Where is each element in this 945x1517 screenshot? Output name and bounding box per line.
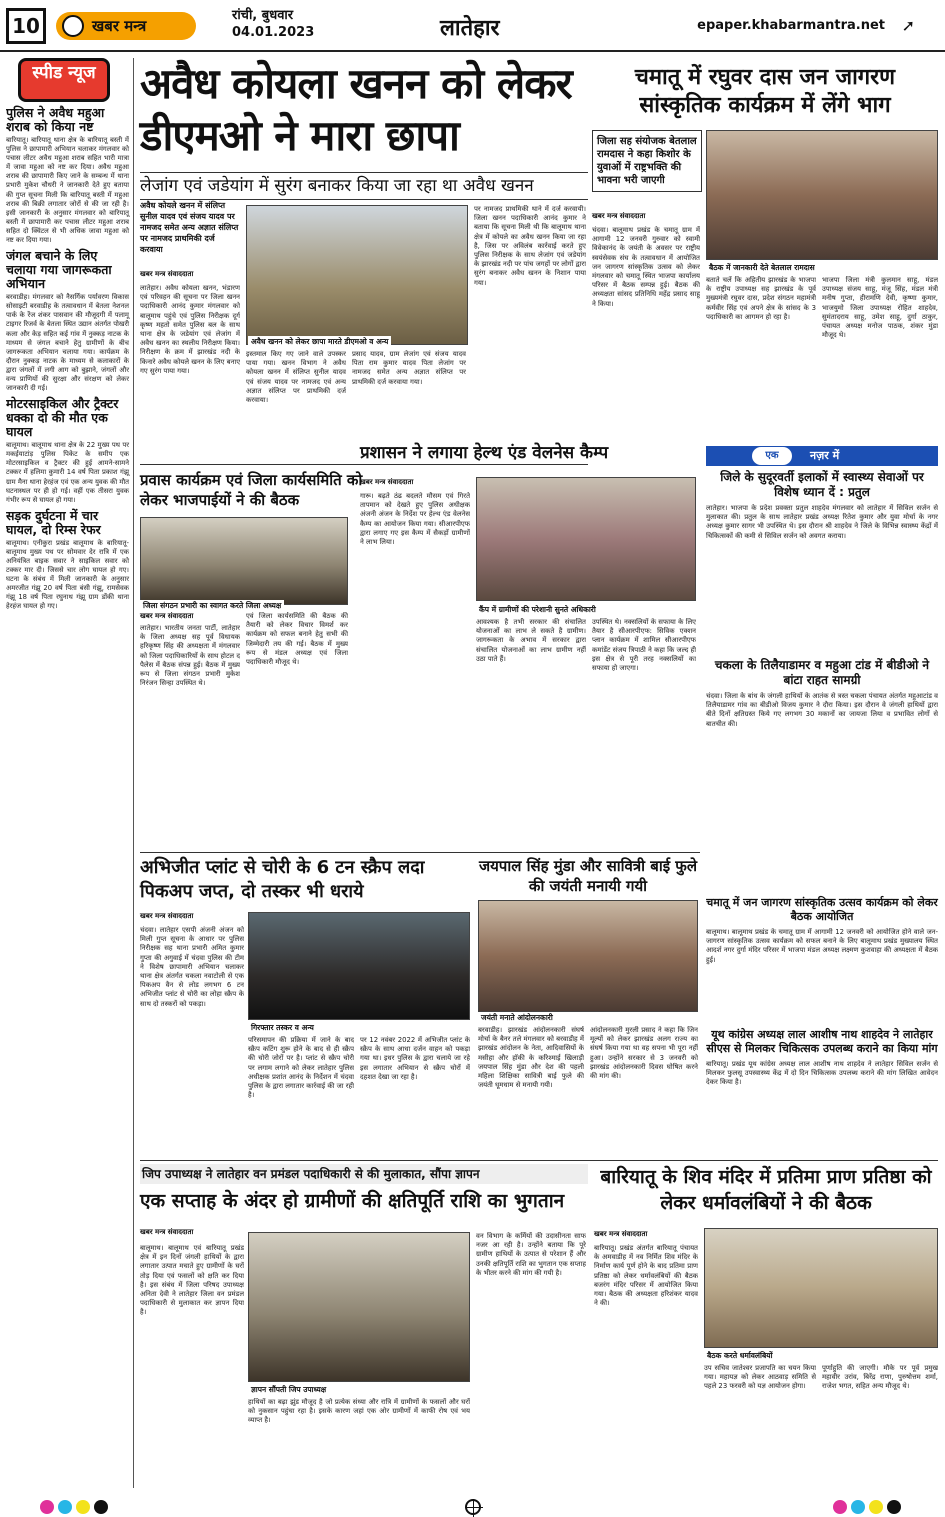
health-camp-caption: कैंप में ग्रामीणों की परेशानी सुनते अधिकारी — [476, 604, 599, 616]
bhajpa-byline: खबर मन्त्र संवाददाता — [140, 612, 194, 620]
cyan-dot-icon — [58, 1500, 72, 1514]
temple-caption: बैठक करते धर्मावलंबियों — [704, 1350, 776, 1362]
health-camp-byline: खबर मन्त्र संवाददाता — [360, 478, 414, 486]
theft-caption: गिरफ्तार तस्कर व अन्य — [248, 1022, 317, 1034]
chamatu-caption: बैठक में जानकारी देते बेतलाल रामदास — [706, 262, 818, 274]
jan-jagran-body: बालूमाथ। बालूमाथ प्रखंड के चमातू ग्राम में आगामी 12 जनवरी को आयोजित होने वाले जन-जागरण सांस्कृतिक उत्सव कार्यक्रम को सफल बनाने के लिए बालूमाथ प्रखंड मुख्यालय स्थित आदर्श नगर दुर्गा मंदिर परिसर में भाजपा मंडल अध्यक्ष लक्ष्मण कुशवाहा की अध्यक्षता में बैठक हुई। — [706, 928, 938, 964]
temple-body-col1: बारियातू। प्रखंड अंतर्गत बारियातू पंचायत के अमवाडीह में नव निर्मित शिव मंदिर के निर्माण कार्य पूर्ण होने के बाद प्रतिमा प्राण प्रतिष्ठा को लेकर धर्मावलंबियों की बैठक बजरंग मंदिर परिसर में आयोजित किया गया। बैठक की अध्यक्षता हरिशंकर यादव ने की। — [594, 1244, 698, 1308]
lead-byline: खबर मन्त्र संवाददाता — [140, 270, 194, 278]
chakla-headline: चकला के तिलैयाडामर व महुआ टांड में बीडीओ ने बांटा राहत सामग्री — [714, 658, 930, 687]
forest-caption: ज्ञापन सौंपती जिप उपाध्यक्ष — [248, 1384, 329, 1396]
bhajpa-headline: प्रवास कार्यक्रम एवं जिला कार्यसमिति को लेकर भाजपाईयों ने की बैठक — [140, 471, 363, 509]
youth-congress-body: बारियातू। प्रखंड यूथ कांग्रेस अध्यक्ष लाल आशीष नाथ शाहदेव ने लातेहार सिविल सर्जन से मिलकर फुलसू उपस्वास्थ्य केंद्र में दो दिन चिकित्सक उपलब्ध कराने की मांग लिखित आवेदन देकर किया है। — [706, 1060, 938, 1087]
jaipal-photo — [478, 900, 698, 1012]
page-number: 10 — [6, 8, 46, 44]
lead-body-col1: लातेहार। अवैध कोयला खनन, भंडारण एवं परिवहन की सूचना पर जिला खनन पदाधिकारी आनंद कुमार मंगलवार को बालूमाथ पहुंचे एवं पुलिस निरीक्षक दूर्ग कृष्ण महतो समेत पुलिस बल के साथ थाना क्षेत्र के जडेयांग एवं लेजांग में अवैध खनन का स्थलीय निरीक्षण किया। निरीक्षण के क्रम में झारखंड नदी के किनारे अवैध कोयले खनन के लिए बनाए गए सुरंग पाया गया। — [140, 284, 240, 375]
temple-body-col2: उप सचिव जातेश्वर प्रजापति का चयन किया गया। महायज्ञ को लेकर आठवाड़ समिति से पहले 23 फरवरी को यज्ञ आयोजन होगा। — [704, 1364, 816, 1391]
jan-jagran-headline: चमातू में जन जागरण सांस्कृतिक उत्सव कार्यक्रम को लेकर बैठक आयोजित — [706, 896, 938, 923]
jaipal-body-col2: आंदोलनकारी मुरली प्रसाद ने कहा कि जिन मूल्यों को लेकर झारखंड अलग राज्य का संघर्ष किया गया था वह सपना भी पूरा नहीं हुआ। उन्होंने सरकार से 3 जनवरी को झारखंड आंदोलनकारी दिवस घोषित करने की मांग की। — [590, 1026, 698, 1081]
chamatu-body-col3: भाजपा जिला मंत्री कुलमान साहू, मंडल उपाध्यक्ष संजय साहू, मंजू सिंह, मंडल मंत्री मनीष गुप्ता, हीरामणि देवी, कृष्णा कुमार, भाजयुमो जिला उपाध्यक्ष रोहित शाहदेव, सुमंतादराय साहू, उमेश साहू, दुर्गा ठाकुर, पंचायत अध्यक्ष मनोज पाठक, शंकर मुंडा मौजूद थे। — [822, 276, 938, 340]
magenta-dot-icon — [833, 1500, 847, 1514]
left-story-headline: मोटरसाइकिल और ट्रैक्टर धक्का दो की मौत एक घायल — [6, 396, 119, 440]
health-camp-headline: प्रशासन ने लगाया हेल्थ एंड वेलनेस कैम्प — [360, 443, 609, 463]
theft-body-col3: पर 12 नवंबर 2022 में अभिजीत प्लांट के स्क्रैप के साथ आधा दर्जन वाहन को पकड़ा गया था। इधर पुलिस के द्वारा चलाये जा रहे इस लगातार अभियान से स्क्रैप चोरों में दहशत देखा जा रहा है। — [360, 1036, 470, 1081]
black-dot-icon — [94, 1500, 108, 1514]
lead-body-col4: पर नामजद प्राथमिकी थाने में दर्ज करवायी। जिला खनन पदाधिकारी आनंद कुमार ने बताया कि सूचना मिली थी कि बालूमाथ थाना क्षेत्र में कोयले का अवैध खनन किया जा रहा है, जिस पर अविलंब कार्रवाई करते हुए पुलिस निरीक्षक के साथ लेजांग एवं जडेयांग के झारखंड नदी पर पांच जगहों पर लोगों द्वारा सुरंग बनाकर अवैध खनन के निशान पाया गया। — [474, 205, 586, 287]
chamatu-byline: खबर मन्त्र संवाददाता — [592, 212, 646, 220]
bhajpa-body-col2: एवं जिला कार्यसमिति की बैठक की तैयारी को लेकर विचार विमर्श कर कार्यक्रम को सफल बनाने हेतु सभी की जिम्मेदारी तय की गई। बैठक में मुख्य रूप से मंडल अध्यक्ष एवं जिला पदाधिकारी मौजूद थे। — [246, 612, 348, 667]
jaipal-body-col1: बरवाडीह। झारखंड आंदोलनकारी संघर्ष मोर्चा के बैनर तले मंगलवार को बरवाडीह में झारखंड आंदोलन के नेता, आदिवासियों के मसीहा और हॉकी के करिश्माई खिलाड़ी जयपाल सिंह मुंडा और देश की पहली महिला शिक्षिका सावित्री बाई फुले की जयंती धूमधाम से मनायी गयी। — [478, 1026, 584, 1090]
chamatu-pullquote: जिला सह संयोजक बेतलाल रामदास ने कहा किशोर के युवाओं में राष्ट्रभक्ति की भावना भरी जाएगी — [592, 130, 702, 192]
left-story-headline: पुलिस ने अवैध महुआ शराब को किया नष्ट — [6, 105, 105, 134]
temple-headline: बारियातू के शिव मंदिर में प्रतिमा प्राण प्रतिष्ठा को लेकर धर्मावलंबियों ने की बैठक — [600, 1166, 932, 1214]
bhajpa-caption: जिला संगठन प्रभारी का स्वागत करते जिला अध्यक्ष — [140, 600, 284, 612]
theft-byline: खबर मन्त्र संवाददाता — [140, 912, 194, 920]
health-camp-body-col1: गारू। बढ़ते ठंढ बदलते मौसम एवं गिरते तापमान को देखते हुए पुलिस अधीक्षक अंजनी अंजन के निर्देश पर हेल्थ एंड वेलनेस कैम्प का आयोजन किया गया। सीआरपीएफ द्वारा लगाए गए इस कैम्प में सैकड़ों ग्रामीणों ने लाभ लिया। — [360, 492, 470, 547]
forest-body-col1: बालूमाथ। बालूमाथ एवं बारियातू प्रखंड क्षेत्र में इन दिनों जंगली हाथियों के द्वारा लगातार उत्पात मचाते हुए ग्रामीणों के घरों तोड़ दिया एवं फसलों को क्षति कर दिया है। इस संबंध में जिला परिषद उपाध्यक्ष अनिता देवी ने लातेहार जिला वन प्रमंडल पदाधिकारी से मुलाकात कर ज्ञापन दिया है। — [140, 1244, 244, 1317]
chamatu-body-col1: चंदवा। बालूमाथ प्रखंड के चमातू ग्राम में आगामी 12 जनवरी गुरुवार को स्वामी विवेकानंद के जयंती के अवसर पर राष्ट्रीय स्वयंसेवक संघ के तत्वावधान में आयोजित जन जागरण सांस्कृतिक उत्सव को लेकर मंगलवार को चमातू स्थित भाजपा कार्यालय परिसर में बैठक सम्पन्न हुई। बैठक की अध्यक्षता सांसद प्रतिनिधि महेंद्र प्रसाद साहू ने किया। — [592, 226, 700, 308]
theft-headline: अभिजीत प्लांट से चोरी के 6 टन स्क्रैप लदा पिकअप जप्त, दो तस्कर भी धराये — [140, 857, 425, 902]
jaipal-headline: जयपाल सिंह मुंडा और सावित्री बाई फुले की जयंती मनायी गयी — [478, 857, 698, 895]
cyan-dot-icon — [851, 1500, 865, 1514]
lead-body-col2: इस्तमाल किए गए जाने वाले उपस्कर पाया गया। खनन विभाग ने अवैध कोयला खनन में संलिप्त सुनील यादव एवं संजय यादव पर नामजद एवं अन्य अज्ञात संलिप्त पर प्राथमिकी दर्ज करवाया। — [246, 350, 346, 405]
site-url[interactable]: epaper.khabarmantra.net — [697, 18, 885, 33]
cursor-icon: ➚ — [901, 16, 915, 35]
temple-byline: खबर मन्त्र संवाददाता — [594, 1230, 648, 1238]
divider — [140, 1160, 938, 1161]
forest-kicker: जिप उपाध्यक्ष ने लातेहार वन प्रमंडल पदाधिकारी से की मुलाकात, सौंपा ज्ञापन — [140, 1164, 588, 1184]
health-camp-photo — [476, 477, 696, 601]
print-registration-strip — [0, 1496, 945, 1517]
color-swatch-left — [40, 1500, 112, 1514]
yellow-dot-icon — [76, 1500, 90, 1514]
black-dot-icon — [887, 1500, 901, 1514]
section-title: लातेहार — [440, 16, 500, 41]
chamatu-headline: चमातू में रघुवर दास जन जागरण सांस्कृतिक कार्यक्रम में लेंगे भाग — [634, 65, 896, 118]
health-camp-body-col3: उपस्थित थे। नक्सलियों के सफाया के लिए तैयार है सीआरपीएफ: सिविक एक्शन प्लान कार्यक्रम में शामिल सीआरपीएफ कमांडेंट संजय त्रिपाठी ने कहा कि जल्द ही इस क्षेत्र से पूरी तरह नक्सलियों का सफाया हो जाएगा। — [592, 618, 696, 673]
ek-label: एक — [752, 447, 792, 465]
left-story-body: बारियातू। बारियातू थाना क्षेत्र के बारियातू बस्ती में पुलिस ने छापामारी अभियान चलाकर मंगलवार को पचास लीटर अवैध महुआ शराब सहित भारी मात्रा में जावा महुआ को नष्ट कर दिया। अवैध महुआ शराब की छापामारी किए जाने के सम्बन्ध में थाना प्रभारी मुकेश चौधरी ने जानकारी देते हुए बताया की गुप्त सूचना मिली कि बारियातू बस्ती में महुआ शराब की बिक्री लगातार जोरों से की जा रही है। इसी जानकारी के अनुसार मंगलवार को बारियातू बस्ती में छापामारी कर पचास लीटर महुआ शराब सहित दो क्विंटल से भी अधिक जावा महुआ को नष्ट कर दिया गया। — [6, 136, 129, 245]
forest-headline: एक सप्ताह के अंदर हो ग्रामीणों की क्षतिपूर्ति राशि का भुगतान — [140, 1190, 565, 1212]
left-story-body: बालूमाथ। बालूमाथ थाना क्षेत्र के 22 मुख्य पथ पर मकईयाटांड़ पुलिस पिकेट के समीप एक मोटरसाइकिल व ट्रैक्टर की हुई आमने-सामने टक्कर में हलिमा कुमारी 14 वर्ष पिता प्रकाश गंझू ग्राम मैना थाना हेरहंज एवं एक अन्य युवक की मौत घटनास्थल पर ही हो गई। वहीं एक तीसरा युवक गंभीर रूप से घायल हो गया। — [6, 441, 129, 504]
left-story-body: बरवाडीह। मंगलवार को नैसर्गिक पर्यावरण विकास सोसाइटी बरवाडीह के तत्वावधान में बेतला नेशनल पार्क के रेंज शंकर पासवान की मौजूदगी में पलामू टाइगर रिजर्व के बेतला स्थित उद्यान अंतर्गत पोखरी कला और केड़ सहित कई गांव में नुक्कड़ नाटक के माध्यम से जंगल बचाने हेतु ग्रामीणों के बीच जागरूकता अभियान चलाया गया। कार्यक्रम के दौरान नुक्कड़ नाटक के माध्यम से कलाकारों के द्वारा जंगलों में लगी आग को बुझाने, जंगलों और वन्य प्राणियों की सुरक्षा और संरक्षण को लेकर जानकारी दी गई। — [6, 293, 129, 393]
date-value: 04.01.2023 — [232, 25, 315, 40]
zila-headline: जिले के सुदूरवर्ती इलाकों में स्वास्थ्य सेवाओं पर विशेष ध्यान दें : प्रतुल — [720, 470, 924, 499]
lead-headline: अवैध कोयला खनन को लेकर डीएमओ ने मारा छापा — [140, 59, 572, 160]
speed-news-column — [6, 58, 134, 1488]
lead-body-col3: प्रसाद यादव, ग्राम लेजांग एवं संजय यादव पिता राम कुमार यादव पिता लेजांग पर नामजद समेत अन्य अज्ञात संलिप्त पर प्राथमिकी दर्ज करवाया गया। — [352, 350, 466, 386]
theft-body-col1: चंदवा। लातेहार एसपी अंजनी अंजन को मिली गुप्त सूचना के आधार पर पुलिस निरीक्षक सह थाना प्रभारी अमित कुमार गुप्ता की अगुवाई में चंदवा पुलिस की टीम ने विशेष छापामारी अभियान चलाकर थाना क्षेत्र अंतर्गत चकला नवाटोली से एक पिकअप वैन से लोड लगभग 6 टन अभिजीत प्लांट से चोरी का लोहा स्क्रैप के साथ दो तस्करों को पकड़ा। — [140, 926, 244, 1008]
dateline — [232, 7, 314, 41]
divider — [140, 464, 588, 465]
health-camp-body-col2: आवश्यक है तभी सरकार की संचालित योजनाओं का लाभ ले सकते है ग्रामीण। जागरूकता के अभाव में सरकार द्वारा संचालित योजनाओं का लाभ ग्रामीण नहीं उठा पाते हैं। — [476, 618, 586, 663]
ek-nazar-banner: नज़र में — [706, 446, 938, 466]
lead-photo — [246, 205, 468, 345]
divider — [140, 852, 700, 853]
bhajpa-body-col1: लातेहार। भारतीय जनता पार्टी, लातेहार के जिला अध्यक्ष सह पूर्व विधायक हरिकृष्ण सिंह की अध्यक्षता में मंगलवार को जिला पदाधिकारियों के साथ होटल द पैलेस में बैठक संपन्न हुई। बैठक में मुख्य रूप से जिला संगठन प्रभारी मुकेश निरंजन सिन्हा उपस्थित थे। — [140, 624, 240, 688]
magenta-dot-icon — [40, 1500, 54, 1514]
forest-byline: खबर मन्त्र संवाददाता — [140, 1228, 194, 1236]
speed-news-logo: स्पीड न्यूज — [18, 58, 110, 102]
forest-body-col2: वन विभाग के कर्मियों की उदासीनता साफ नजर आ रही है। उन्होंने बताया कि पूरे ग्रामीण हाथियों के उत्पात से परेशान हैं और उनकी क्षतिपूर्ति राशि का भुगतान एक सप्ताह के भीतर करने की मांग की गयी है। — [476, 1232, 586, 1277]
theft-photo — [248, 912, 470, 1020]
chamatu-body-col2: बताते चलें कि अहितीय झारखंड के भाजपा के राष्ट्रीय उपाध्यक्ष सह झारखंड के पूर्व मुख्यमंत्री रघुवर दास, प्रदेश संगठन महामंत्री कर्मवीर सिंह एवं अपने क्षेत्र के सांसद के 3 पदाधिकारी का आगमन हो रहा है। — [706, 276, 816, 321]
lead-photo-caption: अवैध खनन को लेकर छापा मारते डीएमओ व अन्य — [248, 336, 391, 348]
brand-name: खबर मन्त्र — [92, 17, 147, 35]
lead-subhead: लेजांग एवं जडेयांग में सुरंग बनाकर किया जा रहा था अवैध खनन — [140, 172, 588, 200]
left-story-body: बालूमाथ। एनीकुरा प्रखंड बालूमाथ के बारियातू-बालूमाथ मुख्य पथ पर सोमवार देर रात्रि में एक अनियंत्रित बाइक सवार ने साइकिल सवार को टक्कर मार दी। जिससे चार लोग घायल हो गए। घटना के संबंध में मिली जानकारी के अनुसार अमरजीत गंझू 20 वर्ष पिता बंसी गंझू, रामसेवक गंझू 18 वर्ष पिता रघुनाथ गंझू ग्राम डोंकी थाना हेरहंज घायल हो गए। — [6, 538, 129, 611]
theft-body-col2: परिसमापन की प्रक्रिया में जाने के बाद स्क्रैप कटिंग शुरू होने के बाद से ही स्क्रैप की चोरी जोरों पर है। प्लांट से स्क्रैप चोरी पर लगाम लगाने को लेकर लातेहार पुलिस अधीक्षक प्रशांत आनंद के निर्देशन में चंदवा पुलिस के द्वारा लगातार कार्रवाई की जा रही है। — [248, 1036, 354, 1100]
date-place: रांची, बुधवार — [232, 8, 294, 23]
forest-body-col3: हाथियों का बढ़ा झुंड मौजूद है जो प्रत्येक संध्या और रात्रि में ग्रामीणों के फसलों और घरों को नुकसान पहुंचा रहा है। इसके कारण जहां एक ओर ग्रामीणों में काफी रोष एवं भय व्याप्त है। — [248, 1398, 470, 1425]
jaipal-caption: जयंती मनाते आंदोलनकारी — [478, 1012, 556, 1024]
youth-congress-headline: यूथ कांग्रेस अध्यक्ष लाल आशीष नाथ शाहदेव ने लातेहार सीएस से मिलकर चिकित्सक उपलब्ध कराने का किया मांग — [706, 1028, 938, 1055]
color-swatch-right — [833, 1500, 905, 1514]
left-story-headline: जंगल बचाने के लिए चलाया गया जागरूकता अभियान — [6, 248, 112, 292]
registration-mark-icon — [465, 1499, 481, 1515]
bhajpa-photo — [140, 517, 348, 605]
zila-body: लातेहार। भाजपा के प्रदेश प्रवक्ता प्रतुल शाहदेव मंगलवार को लातेहार में सिविल सर्जन से मुलाकात की। प्रतुल के साथ लातेहार प्रखंड अध्यक्ष रितेश कुमार और युवा मोर्चा के नगर अध्यक्ष कुमार सागर भी उपस्थित थे। इस दौरान श्री शाहदेव ने जिले के विभिन्न स्वास्थ्य केंद्रों में चिकित्सकों की कमी से सिविल सर्जन को अवगत कराया। — [706, 504, 938, 540]
brand-badge — [56, 12, 196, 40]
temple-photo — [704, 1228, 938, 1348]
chamatu-photo — [706, 130, 938, 260]
temple-body-col3: पूर्णाहुति की जाएगी। मौके पर पूर्व प्रमुख महावीर उरांव, बिरेंद्र राणा, पुरुषोत्तम शर्मा, राजेश भगत, सहित अन्य मौजूद थे। — [822, 1364, 938, 1391]
chakla-body: चंदवा। जिला के बांध के जंगली हाथियों के आतंक से त्रस्त चकला पंचायत अंतर्गत महुआटांड व तिलैयाडामर गांव का बीडीओ विजय कुमार ने दौरा किया। इस दौरान वे जंगली हाथियों द्वारा बीते दिनों क्षतिग्रस्त किये गए लगभग 30 मकानों का जायजा लिया व प्रभावित लोगों से बातचीत की। — [706, 692, 938, 728]
left-story-headline: सड़क दुर्घटना में चार घायल, दो रिम्स रेफर — [6, 507, 101, 537]
masthead — [0, 0, 945, 52]
forest-photo — [248, 1232, 470, 1382]
lead-intro: अवैध कोयले खनन में संलिप्त सुनील यादव एवं संजय यादव पर नामजद समेत अन्य अज्ञात संलिप्त पर नामजद प्राथमिकी दर्ज करवाया — [140, 201, 239, 254]
yellow-dot-icon — [869, 1500, 883, 1514]
brand-logo-icon — [62, 15, 84, 37]
